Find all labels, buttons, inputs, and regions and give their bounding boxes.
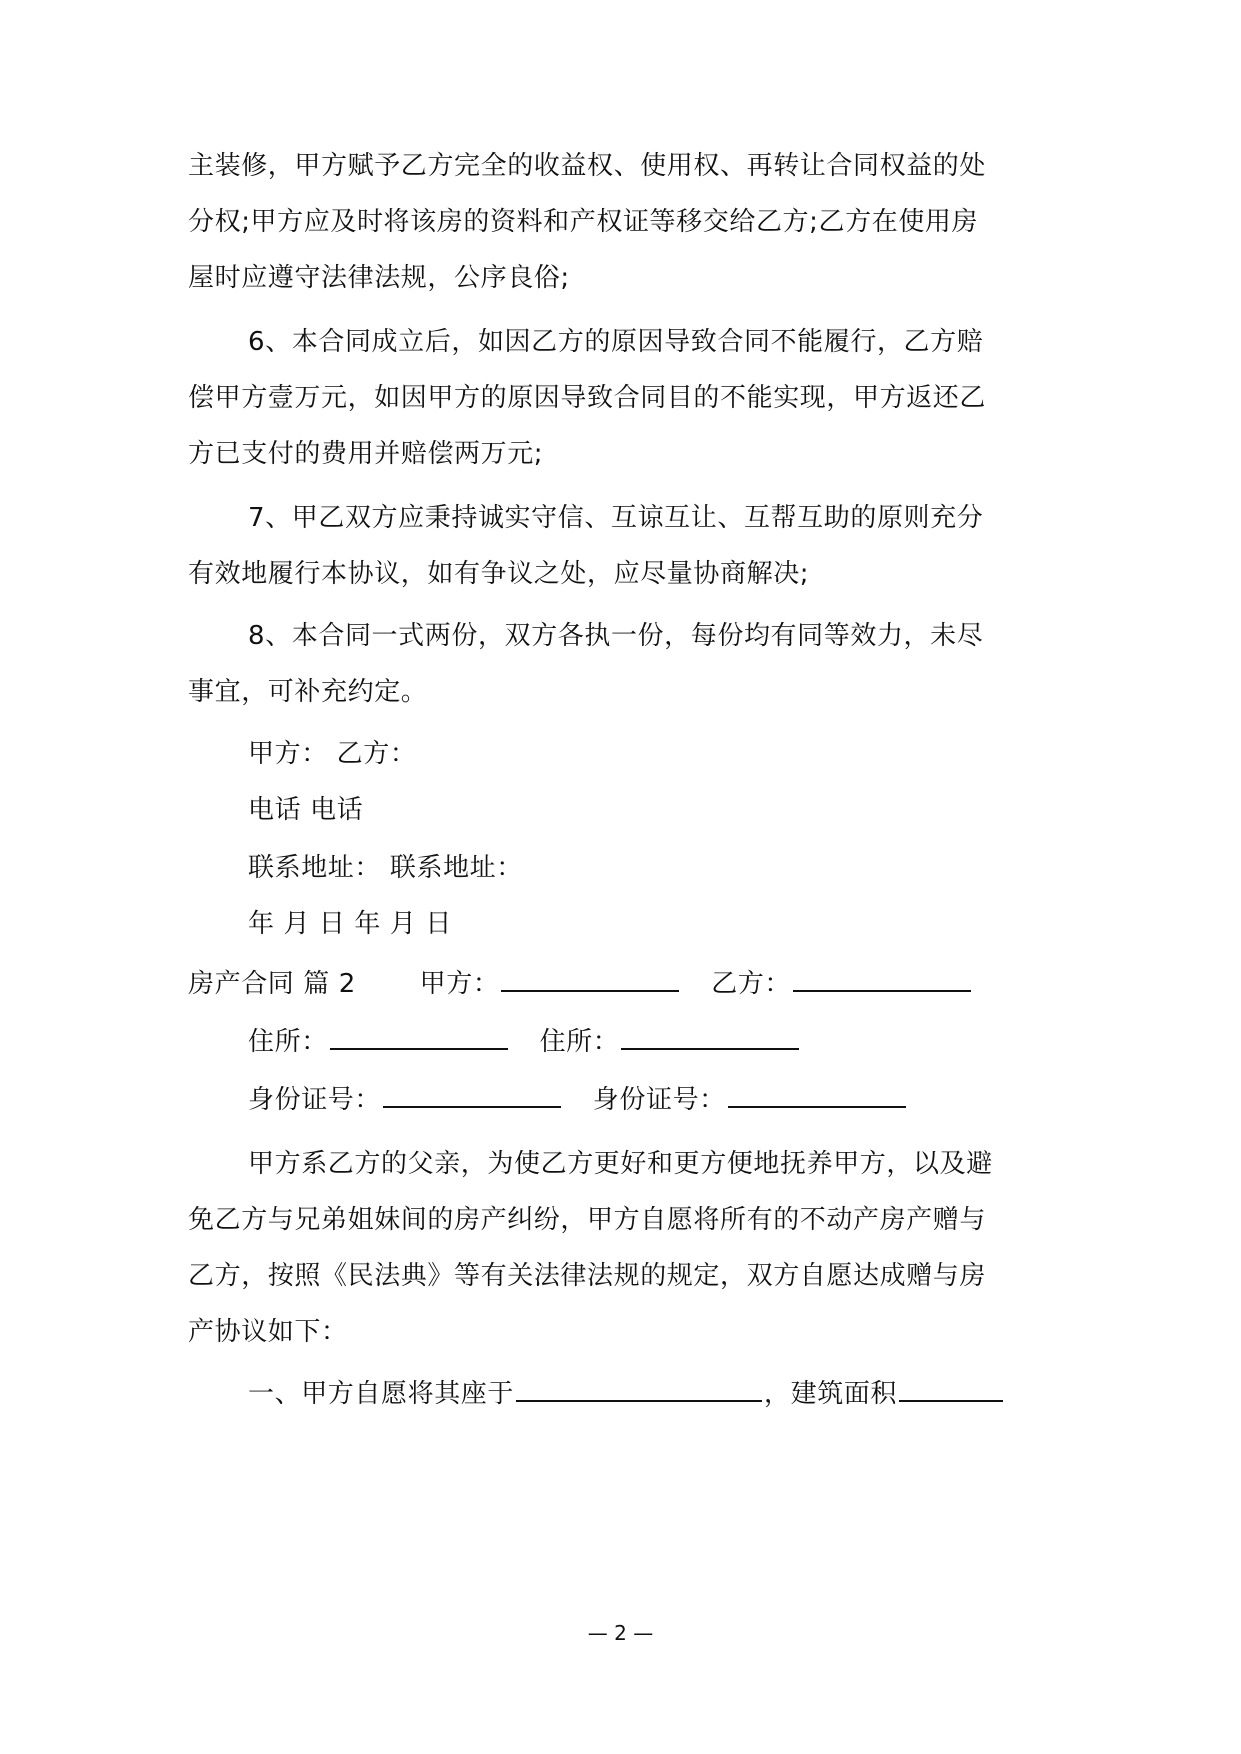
party-b-label: 乙方：: [711, 969, 791, 999]
page-number: — 2 —: [587, 1621, 654, 1645]
paragraph-line: 免乙方与兄弟姐妹间的房产纠纷，甲方自愿将所有的不动产房产赠与: [188, 1205, 987, 1235]
item-1-prefix: 一、甲方自愿将其座于: [248, 1379, 515, 1409]
text-line: 事宜，可补充约定。: [188, 677, 428, 707]
address-a-label: 住所：: [248, 1027, 328, 1057]
signature-dates: 年 月 日 年 月 日: [248, 909, 452, 939]
id-a-blank[interactable]: [383, 1080, 561, 1108]
id-a-label: 身份证号：: [248, 1085, 382, 1115]
id-b-blank[interactable]: [728, 1080, 906, 1108]
location-blank[interactable]: [516, 1374, 762, 1402]
paragraph-line: 产协议如下：: [188, 1317, 348, 1347]
clause-8-line: 8、本合同一式两份，双方各执一份，每份均有同等效力，未尽: [248, 621, 984, 651]
id-b-label: 身份证号：: [592, 1085, 726, 1115]
area-blank[interactable]: [899, 1374, 1003, 1402]
item-1-line: [248, 1374, 1005, 1414]
section-2-header-line: [188, 964, 973, 1004]
party-a-label: 甲方：: [419, 969, 500, 999]
text-line: 偿甲方壹万元，如因甲方的原因导致合同目的不能实现，甲方返还乙: [188, 383, 987, 413]
party-b-blank[interactable]: [793, 964, 971, 992]
party-a-blank[interactable]: [501, 964, 679, 992]
address-b-label: 住所：: [539, 1027, 620, 1057]
text-line: 屋时应遵守法律法规，公序良俗;: [188, 263, 570, 293]
text-line: 分权;甲方应及时将该房的资料和产权证等移交给乙方;乙方在使用房: [188, 207, 979, 237]
address-b-blank[interactable]: [621, 1022, 799, 1050]
id-number-line: [248, 1080, 908, 1120]
clause-6-line: 6、本合同成立后，如因乙方的原因导致合同不能履行，乙方赔: [248, 327, 984, 357]
signature-addresses: 联系地址： 联系地址：: [248, 853, 523, 883]
item-1-mid: ，建筑面积: [764, 1379, 898, 1409]
section-heading: 房产合同 篇 2: [188, 969, 356, 999]
paragraph-line: 乙方，按照《民法典》等有关法律法规的规定，双方自愿达成赠与房: [188, 1261, 987, 1291]
text-line: 有效地履行本协议，如有争议之处，应尽量协商解决;: [188, 559, 810, 589]
signature-phones: 电话 电话: [248, 795, 364, 825]
address-a-blank[interactable]: [330, 1022, 508, 1050]
text-line: 方已支付的费用并赔偿两万元;: [188, 439, 544, 469]
signature-parties: 甲方： 乙方：: [248, 739, 417, 769]
address-line: [248, 1022, 801, 1062]
text-line: 主装修，甲方赋予乙方完全的收益权、使用权、再转让合同权益的处: [188, 151, 987, 181]
clause-7-line: 7、甲乙双方应秉持诚实守信、互谅互让、互帮互助的原则充分: [248, 503, 984, 533]
paragraph-line: 甲方系乙方的父亲，为使乙方更好和更方便地抚养甲方，以及避: [248, 1149, 993, 1179]
